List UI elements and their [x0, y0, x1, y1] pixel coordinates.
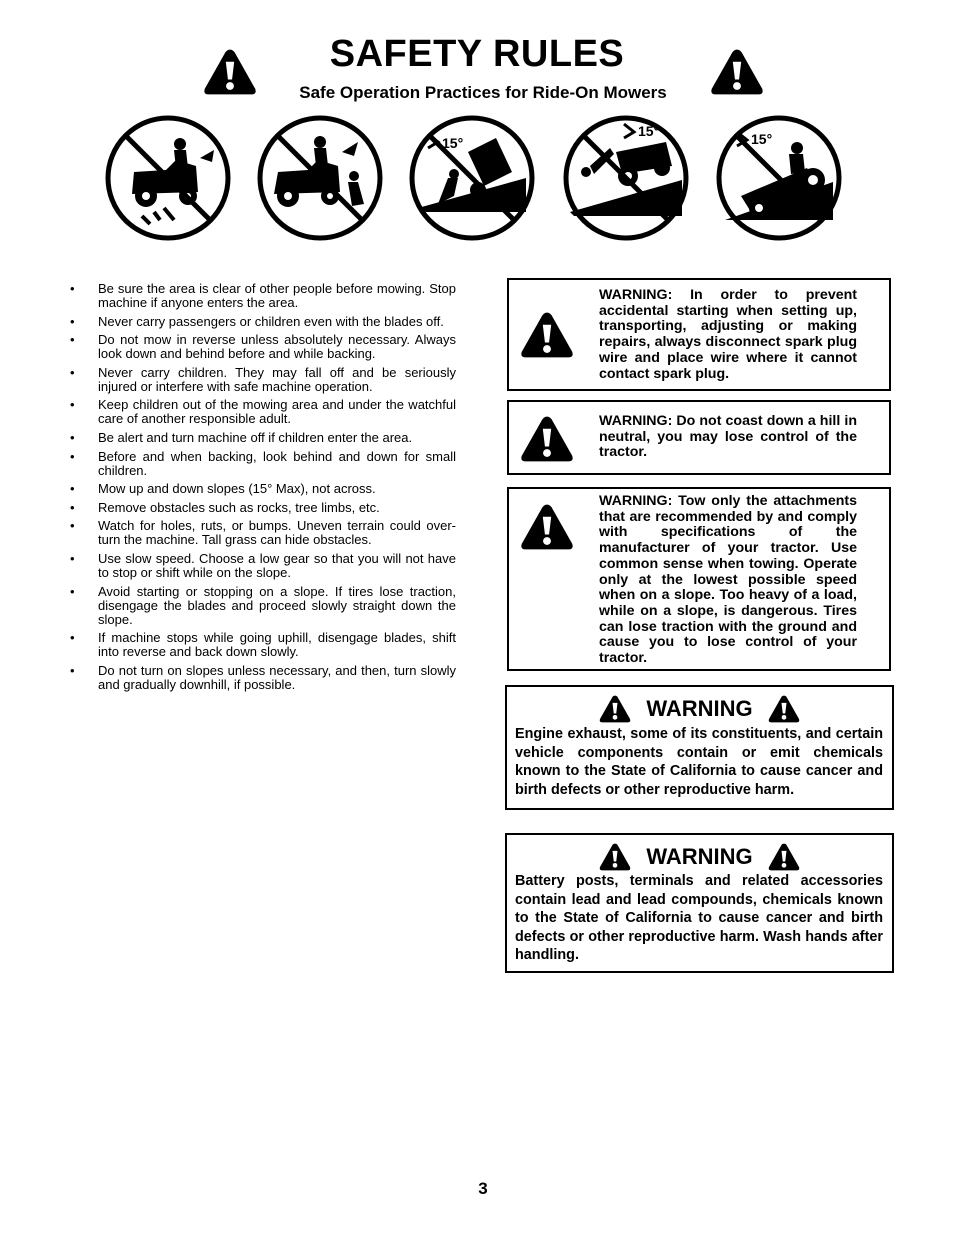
no-slope-mowing-pictogram-icon — [715, 112, 843, 244]
warning-box-towing — [507, 487, 891, 671]
list-item: • Never carry passengers or children even with the blades off. — [70, 315, 456, 329]
warning-triangle-icon — [519, 307, 575, 363]
warning-triangle-icon — [598, 842, 632, 872]
no-steep-slope-tip-pictogram-icon — [408, 112, 536, 244]
warning-heading — [507, 693, 892, 725]
list-item: • Avoid starting or stopping on a slope. If tires lose traction, disengage the blades and proceed slowly straight down the slope. — [70, 585, 456, 627]
warning-heading-text: WARNING — [646, 844, 753, 869]
page-number: 3 — [478, 1179, 488, 1198]
page-subtitle: Safe Operation Practices for Ride-On Mowers — [299, 83, 667, 102]
slope-angle-label: 15° — [442, 135, 464, 151]
warning-box-coasting — [507, 400, 891, 475]
warning-heading — [507, 841, 892, 873]
list-item: • Before and when backing, look behind and down for small children. — [70, 450, 456, 478]
warning-triangle-icon — [767, 842, 801, 872]
warning-text: Engine exhaust, some of its constituents, and certain vehicle components contain or emit chemicals known to the State of California to cause cancer and birth defects or other reproductive harm. — [515, 726, 883, 798]
list-item: • Do not mow in reverse unless absolutely necessary. Always look down and behind before and while backing. — [70, 333, 456, 361]
page-title: SAFETY RULES — [329, 33, 625, 75]
warning-heading-text: WARNING — [646, 696, 753, 721]
list-item: • Be alert and turn machine off if children enter the area. — [70, 431, 456, 445]
warning-triangle-icon — [709, 44, 765, 100]
list-item: • Do not turn on slopes unless necessary, and then, turn slowly and gradually downhill, if possible. — [70, 664, 456, 692]
warning-text: WARNING: Do not coast down a hill in neutral, you may lose control of the tractor. — [599, 413, 857, 461]
list-item: • Watch for holes, ruts, or bumps. Uneven terrain could over-turn the machine. Tall grass can hide obstacles. — [70, 519, 456, 547]
slope-angle-label: 15° — [638, 123, 660, 139]
warning-triangle-icon — [519, 499, 575, 555]
no-steep-slope-fall-pictogram-icon — [562, 112, 690, 244]
california-warning-battery — [505, 833, 894, 973]
warning-box-spark-plug — [507, 278, 891, 391]
warning-text: Battery posts, terminals and related accessories contain lead and lead compounds, chemicals known to the State of California to cause cancer and birth defects or other reproductive harm. Wash hands after handling. — [515, 873, 883, 963]
warning-triangle-icon — [767, 694, 801, 724]
safety-rules-list — [70, 282, 456, 696]
slope-angle-label: 15° — [751, 131, 773, 147]
warning-text: WARNING: Tow only the attachments that are recommended by and comply with specifications of the manufacturer of your tractor. Use common sense when towing. Operate only at the lowest possible speed when on a slope. Too heavy of a load, while on a slope, is dangerous. Tires can lose traction with the ground and cause you to lose control of your tractor. — [599, 493, 857, 667]
warning-triangle-icon — [202, 44, 258, 100]
no-bystanders-pictogram-icon — [104, 112, 232, 244]
list-item: • Keep children out of the mowing area and under the watchful care of another responsible adult. — [70, 398, 456, 426]
list-item: • Use slow speed. Choose a low gear so that you will not have to stop or shift while on the slope. — [70, 552, 456, 580]
california-warning-exhaust — [505, 685, 894, 810]
warning-triangle-icon — [519, 411, 575, 467]
list-item: • If machine stops while going uphill, disengage blades, shift into reverse and back down slowly. — [70, 631, 456, 659]
list-item: • Mow up and down slopes (15° Max), not across. — [70, 482, 456, 496]
warning-text: WARNING: In order to prevent accidental starting when setting up, transporting, adjusting or making repairs, always disconnect spark plug wire and place wire where it cannot contact spark plug. — [599, 287, 857, 382]
no-passengers-pictogram-icon — [256, 112, 384, 244]
list-item: • Remove obstacles such as rocks, tree limbs, etc. — [70, 501, 456, 515]
warning-triangle-icon — [598, 694, 632, 724]
list-item: • Be sure the area is clear of other people before mowing. Stop machine if anyone enters the area. — [70, 282, 456, 310]
list-item: • Never carry children. They may fall off and be seriously injured or interfere with safe machine operation. — [70, 366, 456, 394]
